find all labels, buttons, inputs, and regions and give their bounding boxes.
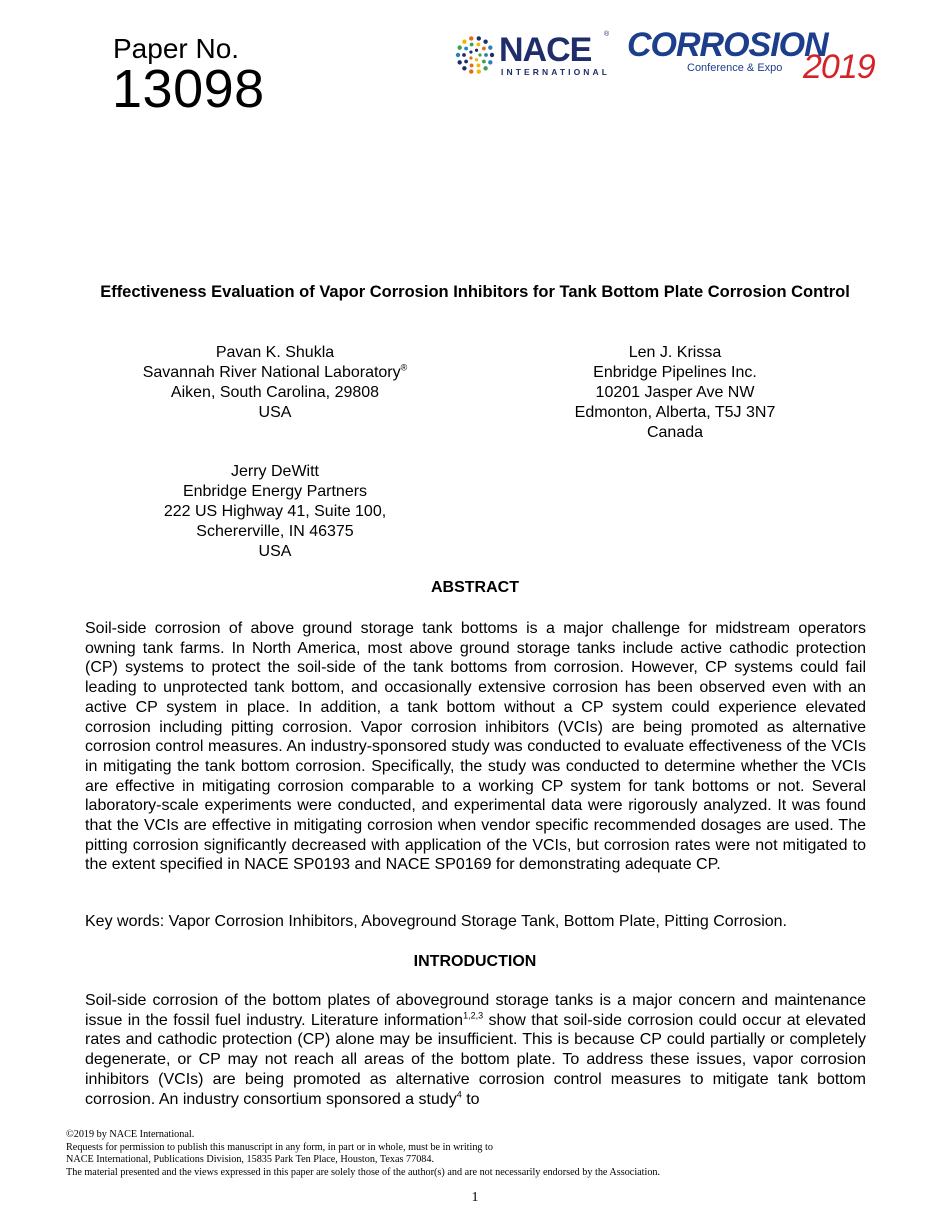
footer-line: The material presented and the views expressed in this paper are solely those of the author(s) and are not necessarily endorsed by the Association. xyxy=(66,1167,661,1179)
corrosion-logo-subtitle: Conference & Expo xyxy=(687,62,783,74)
citation-ref: 4 xyxy=(456,1089,462,1100)
corrosion-logo-year: 2019 xyxy=(803,48,875,86)
author-address-line: Schererville, IN 46375 xyxy=(196,523,354,540)
author-block xyxy=(545,343,805,443)
nace-globe-dot xyxy=(483,40,487,44)
citation-ref: 1,2,3 xyxy=(463,1010,484,1021)
author-address-line: USA xyxy=(258,543,292,560)
author-block xyxy=(130,462,420,562)
nace-globe-dot xyxy=(475,49,478,52)
nace-globe-dot xyxy=(478,53,481,56)
nace-globe-dot xyxy=(488,45,492,49)
abstract-heading: ABSTRACT xyxy=(431,579,519,596)
author-organization: Enbridge Pipelines Inc. xyxy=(593,364,757,381)
author-address-line: 222 US Highway 41, Suite 100, xyxy=(163,503,387,520)
paper-number: 13098 xyxy=(112,59,265,119)
paper-title: Effectiveness Evaluation of Vapor Corrosion Inhibitors for Tank Bottom Plate Corrosion Control xyxy=(100,283,850,301)
author-address-line: USA xyxy=(258,404,292,421)
nace-globe-dot xyxy=(490,53,494,57)
nace-logo xyxy=(453,33,613,79)
nace-globe-dot xyxy=(462,66,466,70)
nace-globe-dot xyxy=(470,43,474,47)
nace-logo-word: NACE xyxy=(499,31,592,69)
nace-globe-dot xyxy=(464,47,468,51)
corrosion-logo-word: CORROSION xyxy=(627,26,828,64)
registered-mark: ® xyxy=(400,362,408,373)
nace-globe-dot xyxy=(462,53,466,57)
page-number: 1 xyxy=(471,1190,479,1205)
footer-line: ©2019 by NACE International. xyxy=(66,1129,195,1140)
nace-globe-dot xyxy=(477,69,481,73)
nace-globe-icon xyxy=(453,33,497,77)
abstract-paragraph: Soil-side corrosion of above ground storage tank bottoms is a major challenge for midstream operators owning tank farms. In North America, most above ground storage tanks include active cathodic protection (CP) systems to protect the soil-side of the tank bottoms from corrosion. However, CP systems could fail leading to unprotected tank bottom, and occasionally extensive corrosion has been observed even with an active CP system in place. In addition, a tank bottom without a CP system could experience elevated corrosion including pitting corrosion. Vapor corrosion inhibitors (VCIs) are being promoted as alternative corrosion control measures. An industry-sponsored study was conducted to evaluate effectiveness of the VCIs in mitigating the tank bottom corrosion. Specifically, the study was conducted to determine whether the VCIs are effective in mitigating corrosion comparable to a working CP system for tank bottoms or not. Several laboratory-scale experiments were conducted, and experimental data were rigorously analyzed. It was found that the VCIs are effective in mitigating corrosion when vendor specific recommended dosages are used. The pitting corrosion significantly decreased with application of the VCIs, but corrosion rates were not mitigated to the extent specified in NACE SP0193 and NACE SP0169 for demonstrating adequate CP. xyxy=(85,620,866,874)
nace-globe-dot xyxy=(483,66,487,70)
copyright-footer xyxy=(66,1129,886,1180)
nace-globe-dot xyxy=(469,56,472,59)
author-name: Len J. Krissa xyxy=(628,344,722,361)
footer-line: NACE International, Publications Division, 15835 Park Ten Place, Houston, Texas 77084. xyxy=(66,1154,435,1166)
author-name: Pavan K. Shukla xyxy=(215,344,335,361)
footer-line: Requests for permission to publish this manuscript in any form, in part or in whole, must be in writing to xyxy=(66,1141,493,1153)
nace-globe-dot xyxy=(488,60,492,64)
nace-globe-dot xyxy=(457,60,461,64)
nace-globe-dot xyxy=(469,69,473,73)
nace-globe-dot xyxy=(470,64,474,68)
nace-globe-dot xyxy=(482,60,486,64)
nace-globe-dot xyxy=(469,36,473,40)
nace-globe-dot xyxy=(476,43,480,47)
nace-globe-dot xyxy=(476,64,480,68)
author-address-line: Edmonton, Alberta, T5J 3N7 xyxy=(574,404,776,421)
author-address-line: 10201 Jasper Ave NW xyxy=(595,384,755,401)
nace-logo-registered: ® xyxy=(604,31,610,38)
nace-globe-dot xyxy=(477,36,481,40)
keywords-line: Key words: Vapor Corrosion Inhibitors, Aboveground Storage Tank, Bottom Plate, Pitting Corrosion. xyxy=(85,913,787,930)
nace-globe-dot xyxy=(462,40,466,44)
introduction-paragraph: Soil-side corrosion of the bottom plates of aboveground storage tanks is a major concern and maintenance issue in the fossil fuel industry. Literature information$^{1,2,3}$ show that soil-side corrosion could occur at elevated rates and cathodic protection (CP) alone may be insufficient. This is because CP could partially or completely degenerate, or CP may not reach all areas of the bottom plate. To address these issues, vapor corrosion inhibitors (VCIs) are being promoted as alternative corrosion control measures to mitigate tank bottom corrosion. An industry consortium sponsored a study$^4$ to xyxy=(85,992,866,1108)
author-address-line: Canada xyxy=(646,424,704,441)
nace-logo-subtitle: INTERNATIONAL xyxy=(501,67,611,77)
nace-globe-dot xyxy=(484,53,488,57)
nace-globe-dot xyxy=(469,50,472,53)
corrosion-conference-logo xyxy=(627,26,887,86)
nace-globe-dot xyxy=(475,58,478,61)
author-address-line: Aiken, South Carolina, 29808 xyxy=(170,384,380,401)
paper-number-label: Paper No. xyxy=(113,33,240,64)
nace-globe-dot xyxy=(456,53,460,57)
nace-globe-dot xyxy=(464,60,468,64)
author-organization: Enbridge Energy Partners xyxy=(182,483,368,500)
author-name: Jerry DeWitt xyxy=(231,463,319,480)
nace-globe-dot xyxy=(457,45,461,49)
author-organization: Savannah River National Laboratory® xyxy=(142,362,408,381)
author-block xyxy=(120,343,430,423)
nace-globe-dot xyxy=(482,47,486,51)
introduction-heading: INTRODUCTION xyxy=(413,953,537,970)
